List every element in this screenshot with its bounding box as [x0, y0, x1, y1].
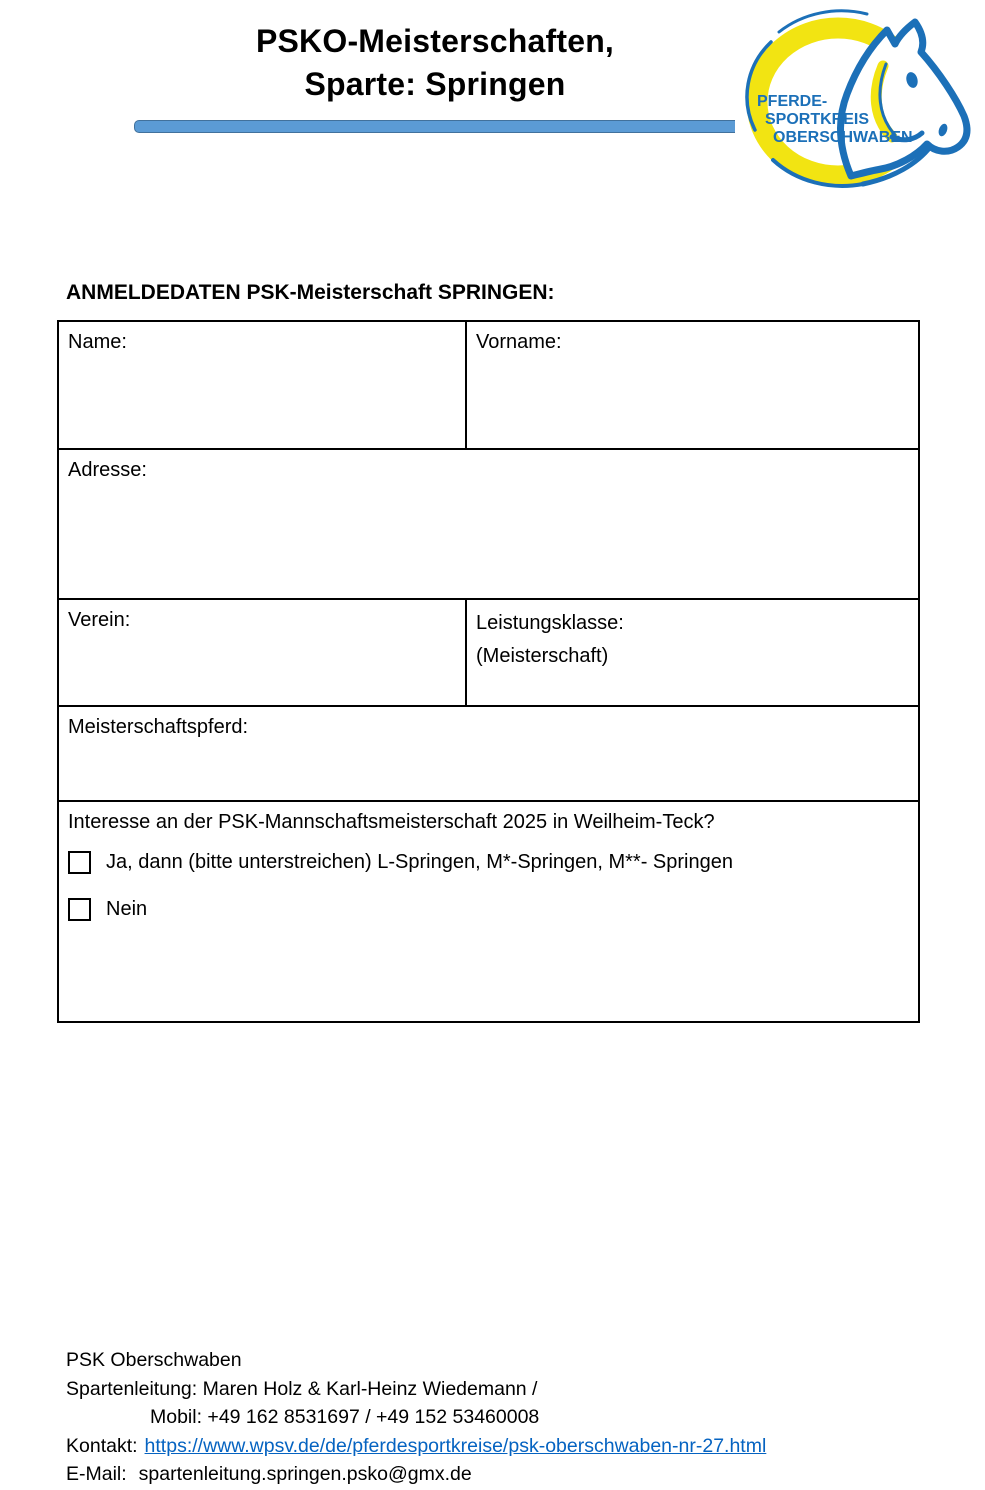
- psk-oberschwaben-logo: [735, 8, 979, 196]
- footer-kontakt-line: [66, 1432, 766, 1461]
- registration-table: [57, 320, 920, 1023]
- field-leistungsklasse-sublabel: (Meisterschaft): [476, 645, 609, 667]
- field-meisterschaftspferd-label: Meisterschaftspferd:: [68, 716, 249, 738]
- field-verein-label: Verein:: [68, 609, 131, 631]
- field-vorname: [467, 322, 918, 448]
- checkbox-nein[interactable]: [68, 898, 91, 921]
- footer-email-line: [66, 1460, 766, 1489]
- field-adresse: [59, 450, 918, 598]
- interesse-section: [59, 802, 918, 1021]
- field-name: [59, 322, 467, 448]
- option-nein-label: Nein: [106, 898, 148, 920]
- table-row-name-vorname: [59, 322, 918, 450]
- field-leistungsklasse-label: Leistungsklasse:: [476, 612, 624, 634]
- field-leistungsklasse: [467, 600, 918, 705]
- interesse-question: Interesse an der PSK-Mannschaftsmeisterschaft 2025 in Weilheim-Teck?: [68, 811, 715, 833]
- field-meisterschaftspferd: [59, 707, 918, 800]
- option-ja-row: [68, 849, 909, 876]
- form-heading: ANMELDEDATEN PSK-Meisterschaft SPRINGEN:: [66, 281, 555, 304]
- footer-mobil: Mobil: +49 162 8531697 / +49 152 53460008: [150, 1406, 540, 1429]
- horse-logo-icon: [735, 8, 979, 196]
- footer-leitung: Spartenleitung: Maren Holz & Karl-Heinz Wiedemann /: [66, 1377, 538, 1400]
- table-row-interesse: [59, 802, 918, 1021]
- footer-contact-block: [66, 1346, 766, 1489]
- logo-text-line-1: PFERDE-: [757, 93, 828, 110]
- divider-bar: [134, 120, 786, 133]
- table-row-adresse: [59, 450, 918, 600]
- field-vorname-label: Vorname:: [476, 331, 562, 353]
- title-line-2: Sparte: Springen: [304, 66, 566, 102]
- field-adresse-label: Adresse:: [68, 459, 147, 481]
- option-nein-row: [68, 896, 909, 923]
- document-title: [135, 20, 735, 106]
- field-name-label: Name:: [68, 331, 127, 353]
- footer-email-label: E-Mail:: [66, 1463, 127, 1486]
- checkbox-ja[interactable]: [68, 851, 91, 874]
- horse-head-icon: [841, 22, 967, 176]
- field-verein: [59, 600, 467, 705]
- logo-text-line-3: OBERSCHWABEN: [773, 129, 913, 146]
- option-ja-label: Ja, dann (bitte unterstreichen) L-Springen, M*-Springen, M**- Springen: [106, 851, 733, 873]
- footer-kontakt-label: Kontakt:: [66, 1434, 138, 1457]
- kontakt-link[interactable]: https://www.wpsv.de/de/pferdesportkreise/psk-oberschwaben-nr-27.html: [144, 1434, 767, 1457]
- title-line-1: PSKO-Meisterschaften,: [255, 23, 615, 59]
- table-row-meisterschaftspferd: [59, 707, 918, 802]
- table-row-verein-leistungsklasse: [59, 600, 918, 707]
- footer-email-value: spartenleitung.springen.psko@gmx.de: [138, 1463, 472, 1486]
- footer-org: PSK Oberschwaben: [66, 1349, 242, 1371]
- logo-text-line-2: SPORTKREIS: [765, 111, 870, 128]
